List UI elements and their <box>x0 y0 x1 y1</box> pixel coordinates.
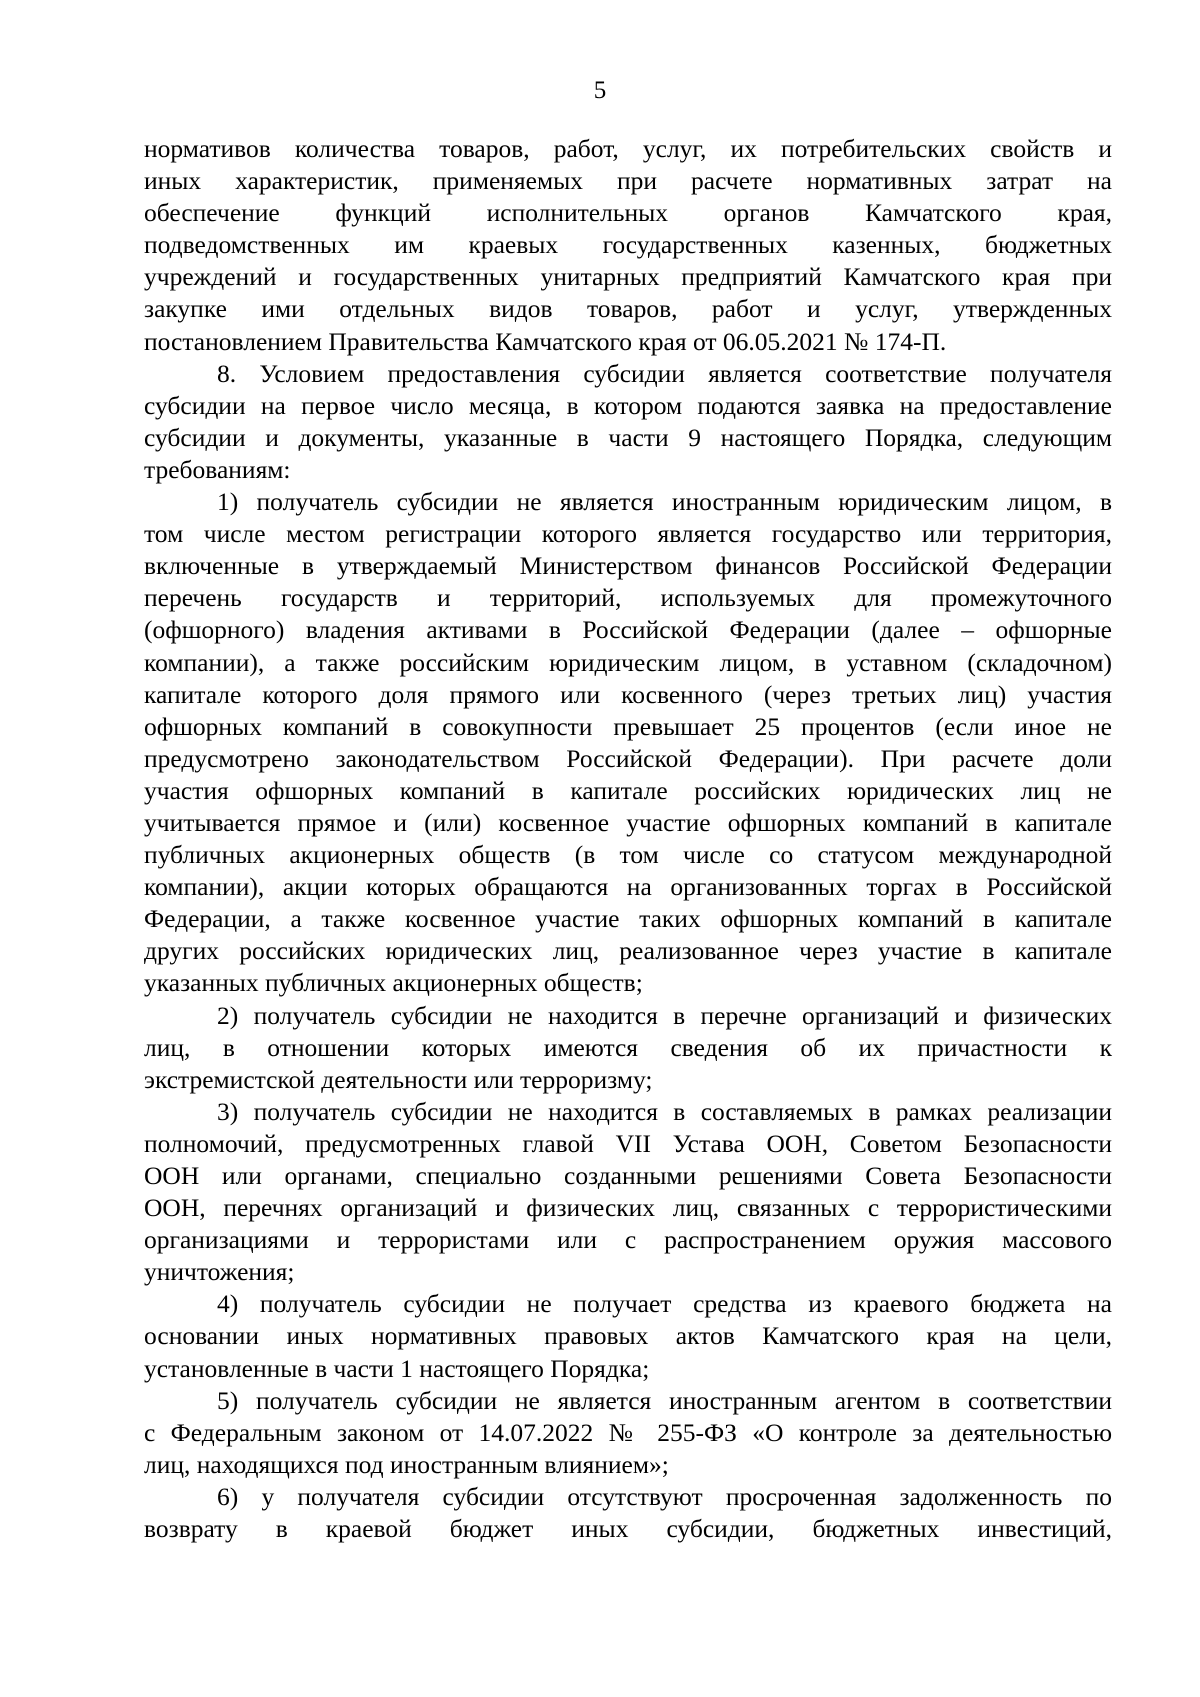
text-line: субсидии и документы, указанные в части 9 настоящего Порядка, следующим <box>144 422 1112 452</box>
text-line: установленные в части 1 настоящего Порядка; <box>144 1353 650 1383</box>
document-body <box>144 133 1112 1545</box>
text-line: компании), акции которых обращаются на организованных торгах в Российской <box>144 872 1112 902</box>
text-line: участия офшорных компаний в капитале российских юридических лиц не <box>144 775 1112 805</box>
text-line: субсидии на первое число месяца, в котором подаются заявка на предоставление <box>144 390 1112 420</box>
text-line: полномочий, предусмотренных главой VII Устава ООН, Советом Безопасности <box>144 1128 1112 1158</box>
text-line: включенные в утверждаемый Министерством финансов Российской Федерации <box>144 551 1112 581</box>
page-number: 5 <box>593 77 607 104</box>
paragraph <box>144 133 1112 358</box>
text-line: лиц, в отношении которых имеются сведения об их причастности к <box>144 1032 1112 1062</box>
text-line: нормативов количества товаров, работ, услуг, их потребительских свойств и <box>144 134 1112 163</box>
text-line: учреждений и государственных унитарных предприятий Камчатского края при <box>144 262 1112 292</box>
text-line: Федерации, а также косвенное участие таких офшорных компаний в капитале <box>144 904 1112 934</box>
text-line: требованиям: <box>144 454 291 484</box>
paragraph <box>144 486 1112 1000</box>
text-line: публичных акционерных обществ (в том числе со статусом международной <box>144 840 1112 870</box>
text-line: указанных публичных акционерных обществ; <box>144 968 643 998</box>
text-line: (офшорного) владения активами в Российской Федерации (далее – офшорные <box>144 615 1112 645</box>
text-line: организациями и террористами или с распространением оружия массового <box>144 1225 1112 1255</box>
paragraph <box>144 1096 1112 1289</box>
text-line: 6) у получателя субсидии отсутствуют просроченная задолженность по <box>217 1481 1112 1511</box>
text-line: ООН или органами, специально созданными решениями Совета Безопасности <box>144 1161 1112 1190</box>
text-line: том числе местом регистрации которого является государство или территория, <box>144 519 1112 549</box>
paragraph <box>144 1385 1112 1481</box>
text-line: экстремистской деятельности или терроризму; <box>144 1064 653 1094</box>
text-line: других российских юридических лиц, реализованное через участие в капитале <box>144 936 1112 966</box>
text-line: уничтожения; <box>144 1257 295 1287</box>
text-line: ООН, перечнях организаций и физических лиц, связанных с террористическими <box>144 1193 1112 1223</box>
text-line: 4) получатель субсидии не получает средства из краевого бюджета на <box>217 1289 1112 1319</box>
text-line: обеспечение функций исполнительных органов Камчатского края, <box>144 198 1112 228</box>
text-line: капитале которого доля прямого или косвенного (через третьих лиц) участия <box>144 679 1112 709</box>
text-line: 1) получатель субсидии не является иностранным юридическим лицом, в <box>217 487 1112 517</box>
text-line: закупке ими отдельных видов товаров, работ и услуг, утвержденных <box>144 294 1112 324</box>
text-line: иных характеристик, применяемых при расчете нормативных затрат на <box>144 166 1112 196</box>
text-line: предусмотрено законодательством Российской Федерации). При расчете доли <box>144 743 1112 773</box>
text-line: учитывается прямое и (или) косвенное участие офшорных компаний в капитале <box>144 807 1112 837</box>
text-line: компании), а также российским юридическим лицом, в уставном (складочном) <box>144 647 1112 677</box>
text-line: 3) получатель субсидии не находится в составляемых в рамках реализации <box>217 1096 1112 1126</box>
text-line: возврату в краевой бюджет иных субсидии, бюджетных инвестиций, <box>144 1514 1112 1544</box>
text-line: офшорных компаний в совокупности превышает 25 процентов (если иное не <box>144 711 1112 741</box>
paragraph <box>144 1481 1112 1545</box>
paragraph <box>144 1288 1112 1384</box>
text-line: постановлением Правительства Камчатского края от 06.05.2021 № 174-П. <box>144 326 947 356</box>
paragraph <box>144 1000 1112 1096</box>
paragraph <box>144 358 1112 486</box>
text-line: лиц, находящихся под иностранным влиянием»; <box>144 1449 669 1479</box>
text-line: 5) получатель субсидии не является иностранным агентом в соответствии <box>217 1385 1112 1415</box>
text-line: 2) получатель субсидии не находится в перечне организаций и физических <box>217 1000 1112 1030</box>
text-line: перечень государств и территорий, используемых для промежуточного <box>144 583 1112 613</box>
text-line: 8. Условием предоставления субсидии является соответствие получателя <box>217 358 1112 388</box>
text-line: основании иных нормативных правовых актов Камчатского края на цели, <box>144 1321 1112 1351</box>
text-line: подведомственных им краевых государственных казенных, бюджетных <box>144 230 1112 260</box>
text-line: с Федеральным законом от 14.07.2022 № 255-ФЗ «О контроле за деятельностью <box>144 1417 1112 1447</box>
